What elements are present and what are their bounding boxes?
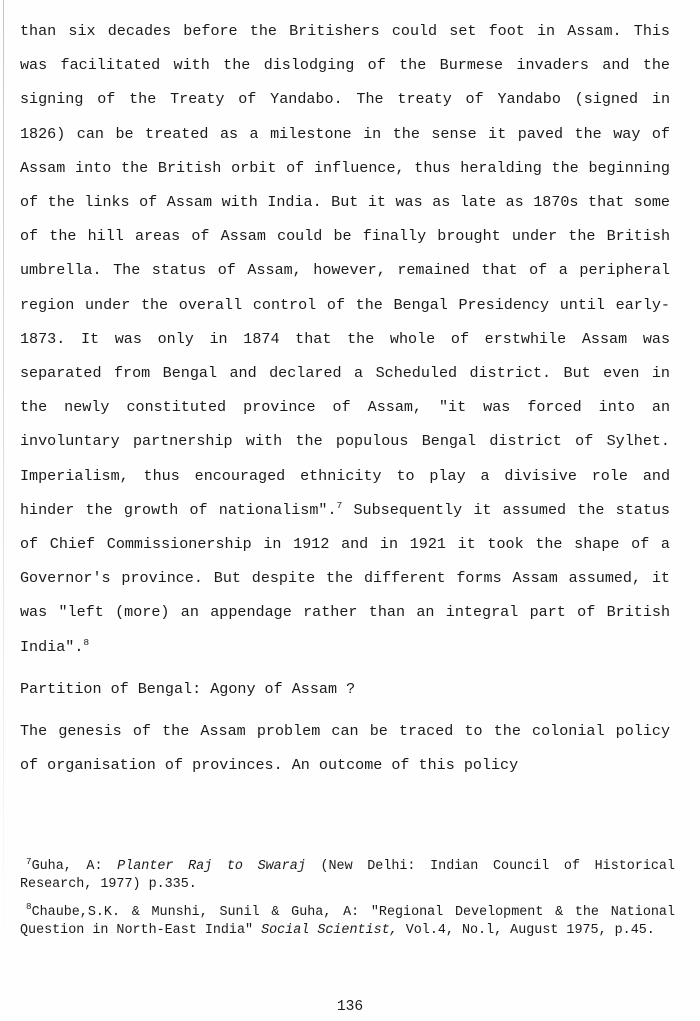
footnote-text-segment: Chaube,S.K. & Munshi, Sunil & Guha, A: "Regional Development & the National Question in North-East India" bbox=[20, 904, 675, 939]
page-number: 136 bbox=[336, 999, 364, 1015]
body-paragraph bbox=[20, 14, 670, 664]
footnote-marker: 7 bbox=[26, 855, 32, 867]
scan-edge-artifact bbox=[3, 0, 4, 960]
page-body bbox=[20, 14, 670, 782]
footnote-journal-italic: Social Scientist, bbox=[261, 923, 398, 939]
footnote-reference-7[interactable]: 7 bbox=[336, 499, 343, 511]
footnote-title-italic: Planter Raj to Swaraj bbox=[117, 859, 306, 874]
heading-spacer bbox=[20, 664, 670, 672]
paragraph-spacer bbox=[20, 706, 670, 714]
footnote-block bbox=[20, 855, 676, 941]
footnote-item bbox=[20, 855, 676, 895]
paragraph-text-segment: than six decades before the Britishers could set foot in Assam. This was facilitated with the dislodging of the Burmese invaders and the signing of the Treaty of Yandabo. The treaty of Yandabo (signed in 1826) can be treated as a milestone in the sense it paved the way of Assam into the British orbit of influence, thus heralding the beginning of the links of Assam with India. But it was as late as 1870s that some of the hill areas of Assam could be finally brought under the British umbrella. The status of Assam, however, remained that of a peripheral region under the overall control of the Bengal Presidency until early-1873. It was only in 1874 that the whole of erstwhile Assam was separated from Bengal and declared a Scheduled district. But even in the newly constituted province of Assam, "it was forced into an involuntary partnership with the populous Bengal district of Sylhet. Imperialism, thus encouraged ethnicity to play a divisive role and hinder the growth of nationalism". bbox=[20, 22, 670, 519]
footnote-reference-8[interactable]: 8 bbox=[83, 636, 90, 648]
paragraph-text-segment: Subsequently it assumed the status of Chief Commissionership in 1912 and in 1921 it took the shape of a Governor's province. But despite the different forms Assam assumed, it was "left (more) an appendage rather than an integral part of British India". bbox=[20, 500, 670, 656]
footnote-text-segment: (New Delhi: Indian Council of Historical Research, 1977) p.335. bbox=[20, 859, 676, 893]
footnote-text-segment: Vol.4, No.l, August 1975, p.45. bbox=[397, 923, 655, 939]
footnote-item bbox=[20, 901, 675, 941]
footnote-text-segment: Guha, A: bbox=[31, 859, 118, 874]
body-paragraph: The genesis of the Assam problem can be traced to the colonial policy of organisation of provinces. An outcome of this policy bbox=[20, 722, 670, 775]
section-heading: Partition of Bengal: Agony of Assam ? bbox=[20, 679, 356, 698]
footnote-marker: 8 bbox=[26, 901, 32, 913]
